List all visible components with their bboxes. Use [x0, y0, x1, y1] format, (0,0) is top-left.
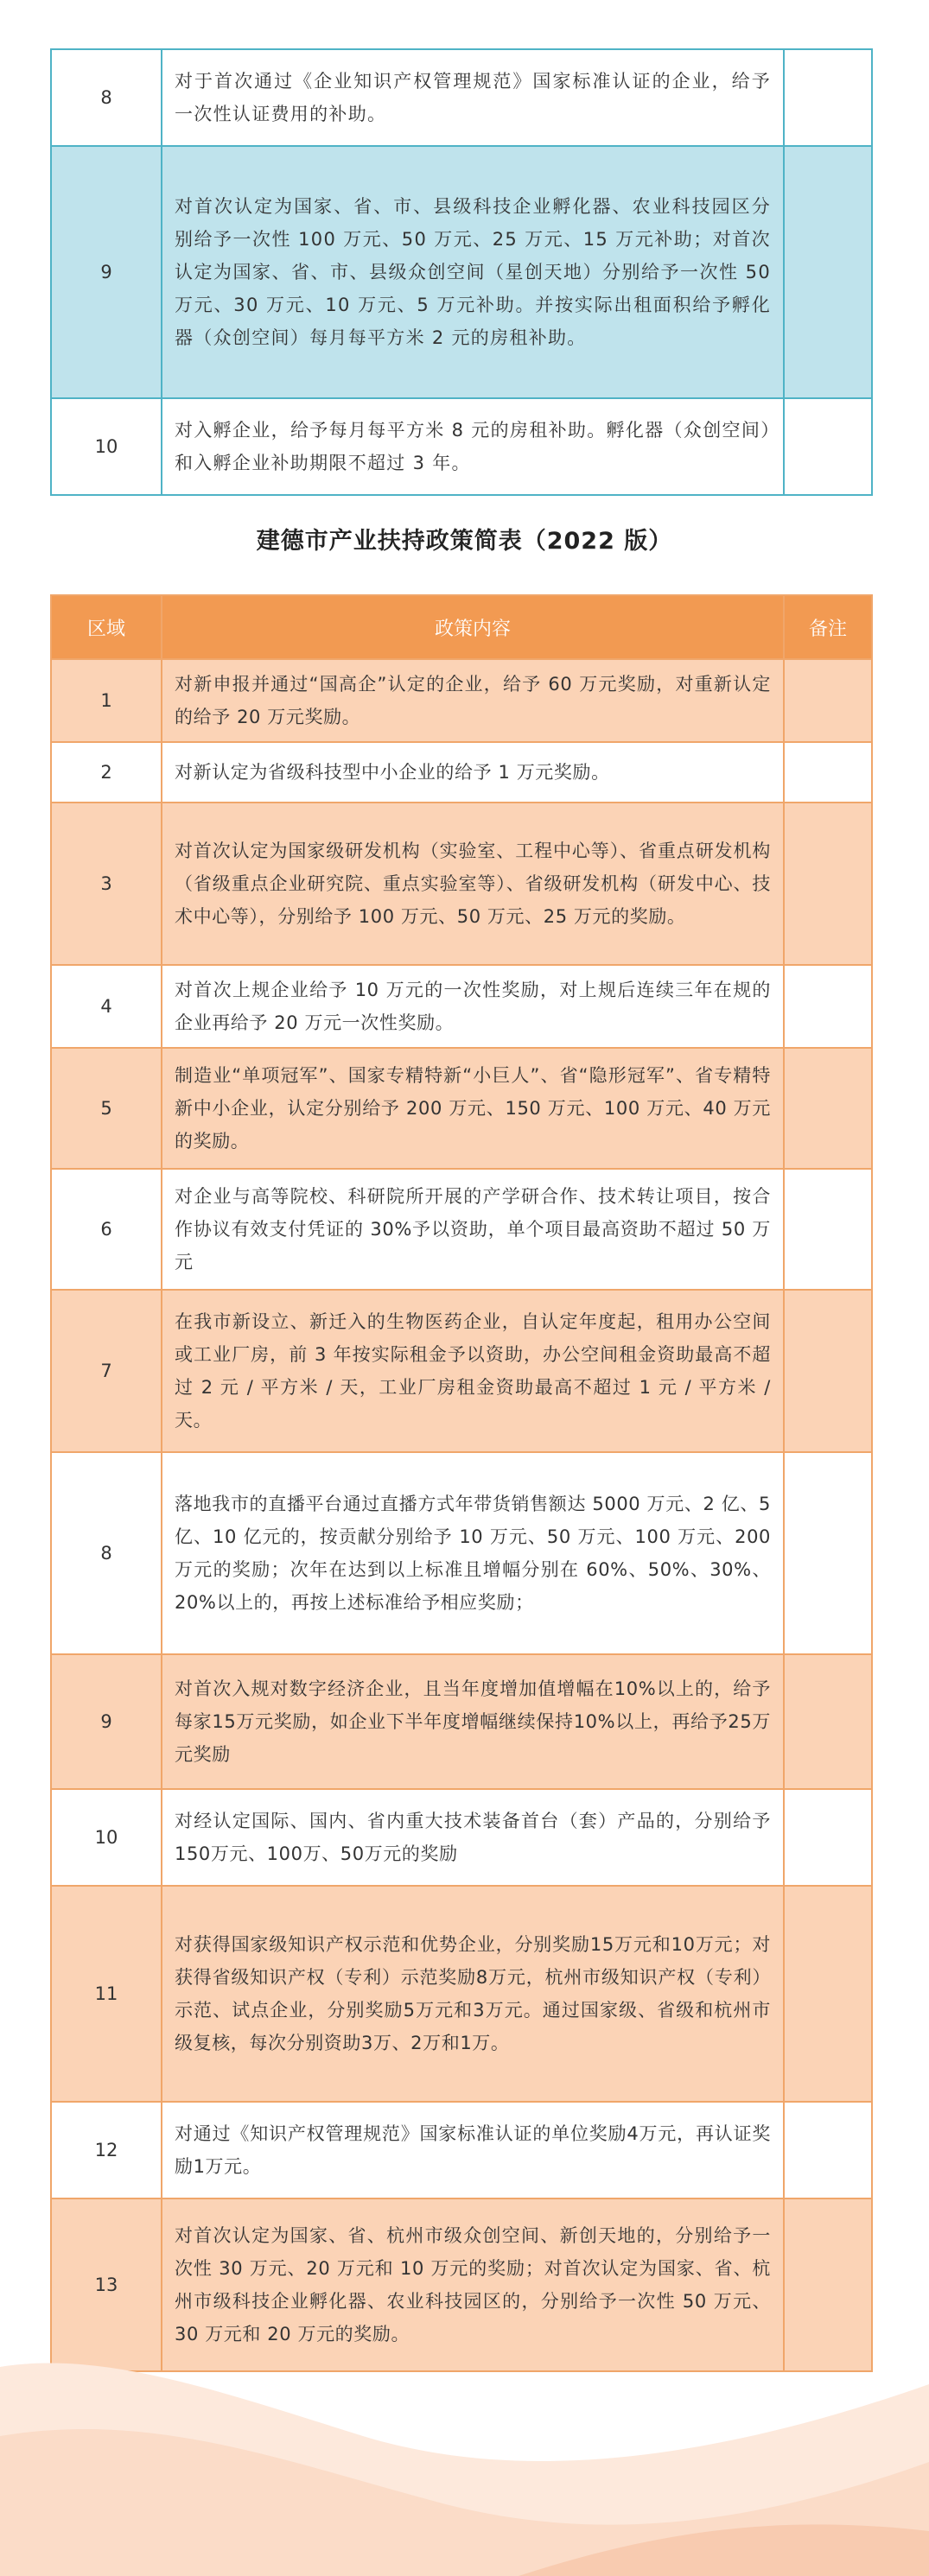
row-number: 10: [51, 1789, 162, 1886]
row-number: 9: [51, 146, 162, 398]
table-row: [51, 659, 872, 742]
table-row: [51, 146, 872, 398]
row-number: 12: [51, 2102, 162, 2198]
note-cell: [784, 398, 872, 495]
policy-content: 对企业与高等院校、科研院所开展的产学研合作、技术转让项目，按合作协议有效支付凭证的 30%予以资助，单个项目最高资助不超过 50 万元: [162, 1169, 784, 1290]
table-row: [51, 1789, 872, 1886]
note-cell: [784, 1290, 872, 1452]
table-row: [51, 965, 872, 1048]
row-number: 5: [51, 1048, 162, 1169]
note-cell: [784, 146, 872, 398]
note-cell: [784, 742, 872, 803]
table-row: [51, 2102, 872, 2198]
header-content: 政策内容: [162, 595, 784, 659]
policy-content: 对入孵企业，给予每月每平方米 8 元的房租补助。孵化器（众创空间）和入孵企业补助期限不超过 3 年。: [162, 398, 784, 495]
row-number: 10: [51, 398, 162, 495]
note-cell: [784, 1886, 872, 2102]
industry-policy-table: [50, 594, 873, 2372]
policy-content: 对首次认定为国家、省、杭州市级众创空间、新创天地的，分别给予一次性 30 万元、20 万元和 10 万元的奖励；对首次认定为国家、省、杭州市级科技企业孵化器、农业科技园区的，分别给予一次性 50 万元、30 万元和 20 万元的奖励。: [162, 2198, 784, 2371]
table-row: [51, 1886, 872, 2102]
row-number: 11: [51, 1886, 162, 2102]
row-number: 2: [51, 742, 162, 803]
incubator-policy-table: [50, 48, 873, 496]
policy-content: 对获得国家级知识产权示范和优势企业，分别奖励15万元和10万元；对获得省级知识产权（专利）示范奖励8万元，杭州市级知识产权（专利）示范、试点企业，分别奖励5万元和3万元。通过国家级、省级和杭州市级复核，每次分别资助3万、2万和1万。: [162, 1886, 784, 2102]
header-region: 区域: [51, 595, 162, 659]
policy-content: 对通过《知识产权管理规范》国家标准认证的单位奖励4万元，再认证奖励1万元。: [162, 2102, 784, 2198]
note-cell: [784, 1654, 872, 1789]
note-cell: [784, 965, 872, 1048]
policy-content: 对首次认定为国家级研发机构（实验室、工程中心等）、省重点研发机构（省级重点企业研究院、重点实验室等）、省级研发机构（研发中心、技术中心等），分别给予 100 万元、50 万元、25 万元的奖励。: [162, 803, 784, 965]
note-cell: [784, 659, 872, 742]
note-cell: [784, 1169, 872, 1290]
row-number: 7: [51, 1290, 162, 1452]
table-row: [51, 49, 872, 146]
policy-content: 对首次上规企业给予 10 万元的一次性奖励，对上规后连续三年在规的企业再给予 20 万元一次性奖励。: [162, 965, 784, 1048]
row-number: 3: [51, 803, 162, 965]
decorative-wave: [0, 2332, 929, 2576]
row-number: 6: [51, 1169, 162, 1290]
policy-content: 制造业“单项冠军”、国家专精特新“小巨人”、省“隐形冠军”、省专精特新中小企业，认定分别给予 200 万元、150 万元、100 万元、40 万元的奖励。: [162, 1048, 784, 1169]
policy-content: 对于首次通过《企业知识产权管理规范》国家标准认证的企业，给予一次性认证费用的补助。: [162, 49, 784, 146]
policy-content: 落地我市的直播平台通过直播方式年带货销售额达 5000 万元、2 亿、5 亿、10 亿元的，按贡献分别给予 10 万元、50 万元、100 万元、200 万元的奖励；次年在达到以上标准且增幅分别在 60%、50%、30%、20%以上的，再按上述标准给予相应奖励；: [162, 1452, 784, 1654]
table-row: [51, 742, 872, 803]
row-number: 13: [51, 2198, 162, 2371]
policy-content: 对经认定国际、国内、省内重大技术装备首台（套）产品的，分别给予150万元、100万、50万元的奖励: [162, 1789, 784, 1886]
note-cell: [784, 1048, 872, 1169]
note-cell: [784, 2102, 872, 2198]
table-row: [51, 1452, 872, 1654]
note-cell: [784, 803, 872, 965]
table-row: [51, 398, 872, 495]
note-cell: [784, 49, 872, 146]
row-number: 1: [51, 659, 162, 742]
table-row: [51, 1169, 872, 1290]
policy-content: 对新申报并通过“国高企”认定的企业，给予 60 万元奖励，对重新认定的给予 20 万元奖励。: [162, 659, 784, 742]
table-row: [51, 803, 872, 965]
policy-content: 对新认定为省级科技型中小企业的给予 1 万元奖励。: [162, 742, 784, 803]
page-title: 建德市产业扶持政策简表（2022 版）: [256, 528, 673, 555]
row-number: 4: [51, 965, 162, 1048]
row-number: 8: [51, 1452, 162, 1654]
table-row: [51, 1290, 872, 1452]
note-cell: [784, 1789, 872, 1886]
row-number: 8: [51, 49, 162, 146]
table-header-row: [51, 595, 872, 659]
table-row: [51, 1654, 872, 1789]
note-cell: [784, 1452, 872, 1654]
policy-content: 对首次入规对数字经济企业，且当年度增加值增幅在10%以上的，给予每家15万元奖励，如企业下半年度增幅继续保持10%以上，再给予25万元奖励: [162, 1654, 784, 1789]
policy-content: 在我市新设立、新迁入的生物医药企业，自认定年度起，租用办公空间或工业厂房，前 3 年按实际租金予以资助，办公空间租金资助最高不超过 2 元 / 平方米 / 天，工业厂房租金资助最高不超过 1 元 / 平方米 / 天。: [162, 1290, 784, 1452]
row-number: 9: [51, 1654, 162, 1789]
table-row: [51, 1048, 872, 1169]
header-note: 备注: [784, 595, 872, 659]
policy-content: 对首次认定为国家、省、市、县级科技企业孵化器、农业科技园区分别给予一次性 100 万元、50 万元、25 万元、15 万元补助；对首次认定为国家、省、市、县级众创空间（星创天地）分别给予一次性 50 万元、30 万元、10 万元、5 万元补助。并按实际出租面积给予孵化器（众创空间）每月每平方米 2 元的房租补助。: [162, 146, 784, 398]
